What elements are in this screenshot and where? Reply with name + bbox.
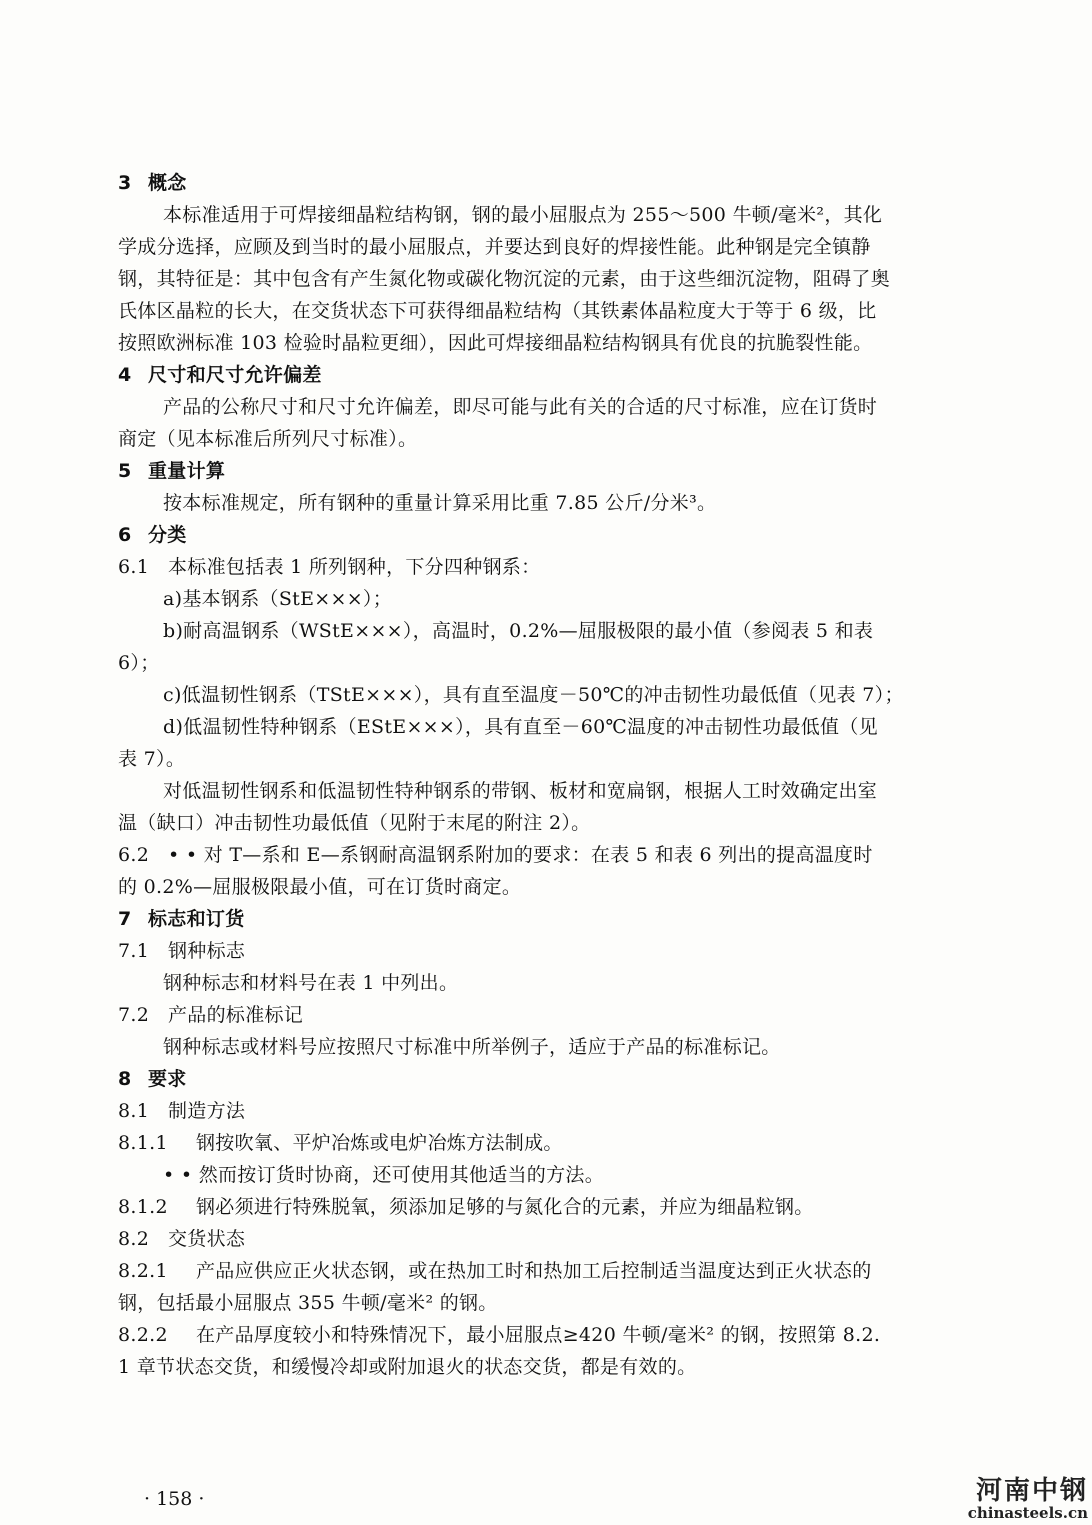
clause-number: 7.1 xyxy=(118,940,150,962)
watermark-cn: 河南中钢 xyxy=(975,1476,1088,1506)
clause-text: 钢按吹氧、平炉冶炼或电炉冶炼方法制成。 xyxy=(196,1132,563,1154)
clause-8-2-1 xyxy=(118,1256,958,1288)
paragraph-line: 温（缺口）冲击韧性功最低值（见附于末尾的附注 2）。 xyxy=(118,812,591,834)
section-heading-8 xyxy=(118,1064,958,1096)
paragraph-line: 学成分选择，应顾及到当时的最小屈服点，并要达到良好的焊接性能。此种钢是完全镇静 xyxy=(118,236,871,258)
list-item-d: d)低温韧性特种钢系（EStE×××），具有直至－60℃温度的冲击韧性功最低值（见 xyxy=(163,716,878,738)
list-item-b: b)耐高温钢系（WStE×××），高温时，0.2%—屈服极限的最小值（参阅表 5 和表 xyxy=(163,620,874,642)
paragraph-line: 氏体区晶粒的长大，在交货状态下可获得细晶粒结构（其铁素体晶粒度大于等于 6 级，比 xyxy=(118,300,877,322)
clause-number: 7.2 xyxy=(118,1004,150,1026)
clause-8-1 xyxy=(118,1096,958,1128)
clause-6-1 xyxy=(118,552,958,584)
section-number: 8 xyxy=(118,1068,132,1090)
section-heading-7 xyxy=(118,904,958,936)
watermark-logo xyxy=(968,1477,1088,1521)
document-body xyxy=(118,168,958,1384)
clause-6-2 xyxy=(118,840,958,872)
paragraph-line: 钢种标志和材料号在表 1 中列出。 xyxy=(163,972,459,994)
list-item-b-cont: 6）； xyxy=(118,652,160,674)
clause-number: 8.1.2 xyxy=(118,1196,168,1218)
clause-title: 钢种标志 xyxy=(168,940,246,962)
clause-text: 在产品厚度较小和特殊情况下，最小屈服点≥420 牛顿/毫米² 的钢，按照第 8.2. xyxy=(196,1324,881,1346)
paragraph-line: 产品的公称尺寸和尺寸允许偏差，即尽可能与此有关的合适的尺寸标准，应在订货时 xyxy=(163,396,878,418)
clause-7-1 xyxy=(118,936,958,968)
clause-7-2 xyxy=(118,1000,958,1032)
section-title: 尺寸和尺寸允许偏差 xyxy=(148,364,322,386)
clause-8-2 xyxy=(118,1224,958,1256)
page-number: · 158 · xyxy=(144,1488,205,1510)
list-item-c: c)低温韧性钢系（TStE×××），具有直至温度－50℃的冲击韧性功最低值（见表 7）； xyxy=(163,684,904,706)
clause-text: 钢必须进行特殊脱氧，须添加足够的与氮化合的元素，并应为细晶粒钢。 xyxy=(196,1196,814,1218)
clause-number: 6.2 xyxy=(118,844,150,866)
clause-number: 6.1 xyxy=(118,556,150,578)
section-number: 4 xyxy=(118,364,132,386)
paragraph-line: 1 章节状态交货，和缓慢冷却或附加退火的状态交货，都是有效的。 xyxy=(118,1356,697,1378)
clause-title: 制造方法 xyxy=(168,1100,246,1122)
section-title: 重量计算 xyxy=(148,460,226,482)
paragraph-line: 本标准适用于可焊接细晶粒结构钢，钢的最小屈服点为 255～500 牛顿/毫米²，其化 xyxy=(163,204,883,226)
paragraph-line: 对低温韧性钢系和低温韧性特种钢系的带钢、板材和宽扁钢，根据人工时效确定出室 xyxy=(163,780,878,802)
clause-text: 产品应供应正火状态钢，或在热加工时和热加工后控制适当温度达到正火状态的 xyxy=(196,1260,872,1282)
section-title: 标志和订货 xyxy=(148,908,245,930)
paragraph-line: 的 0.2%—屈服极限最小值，可在订货时商定。 xyxy=(118,876,522,898)
section-title: 分类 xyxy=(148,524,187,546)
section-heading-3 xyxy=(118,168,958,200)
paragraph-line: 按本标准规定，所有钢种的重量计算采用比重 7.85 公斤/分米³。 xyxy=(163,492,717,514)
section-title: 要求 xyxy=(148,1068,187,1090)
clause-title: 产品的标准标记 xyxy=(168,1004,304,1026)
clause-number: 8.2.2 xyxy=(118,1324,168,1346)
section-heading-4 xyxy=(118,360,958,392)
section-number: 3 xyxy=(118,172,132,194)
clause-number: 8.2.1 xyxy=(118,1260,168,1282)
paragraph-line: 钢，包括最小屈服点 355 牛顿/毫米² 的钢。 xyxy=(118,1292,498,1314)
section-title: 概念 xyxy=(148,172,187,194)
section-number: 5 xyxy=(118,460,132,482)
section-number: 6 xyxy=(118,524,132,546)
clause-8-1-2 xyxy=(118,1192,958,1224)
clause-8-1-1 xyxy=(118,1128,958,1160)
clause-number: 8.1.1 xyxy=(118,1132,168,1154)
clause-title: 交货状态 xyxy=(168,1228,246,1250)
clause-text: 本标准包括表 1 所列钢种，下分四种钢系： xyxy=(168,556,541,578)
section-number: 7 xyxy=(118,908,132,930)
clause-8-2-2 xyxy=(118,1320,958,1352)
paragraph-line: • • 然而按订货时协商，还可使用其他适当的方法。 xyxy=(163,1164,604,1186)
paragraph-line: 钢，其特征是：其中包含有产生氮化物或碳化物沉淀的元素，由于这些细沉淀物，阻碍了奥 xyxy=(118,268,891,290)
clause-number: 8.2 xyxy=(118,1228,150,1250)
paragraph-line: 钢种标志或材料号应按照尺寸标准中所举例子，适应于产品的标准标记。 xyxy=(163,1036,781,1058)
clause-number: 8.1 xyxy=(118,1100,150,1122)
section-heading-5 xyxy=(118,456,958,488)
section-heading-6 xyxy=(118,520,958,552)
list-item-d-cont: 表 7）。 xyxy=(118,748,186,770)
list-item-a: a)基本钢系（StE×××）； xyxy=(163,588,393,610)
watermark-en: chinasteels.cn xyxy=(967,1504,1088,1522)
paragraph-line: 按照欧洲标准 103 检验时晶粒更细），因此可焊接细晶粒结构钢具有优良的抗脆裂性能。 xyxy=(118,332,873,354)
clause-text: • • 对 T—系和 E—系钢耐高温钢系附加的要求：在表 5 和表 6 列出的提高温度时 xyxy=(168,844,873,866)
paragraph-line: 商定（见本标准后所列尺寸标准）。 xyxy=(118,428,418,450)
